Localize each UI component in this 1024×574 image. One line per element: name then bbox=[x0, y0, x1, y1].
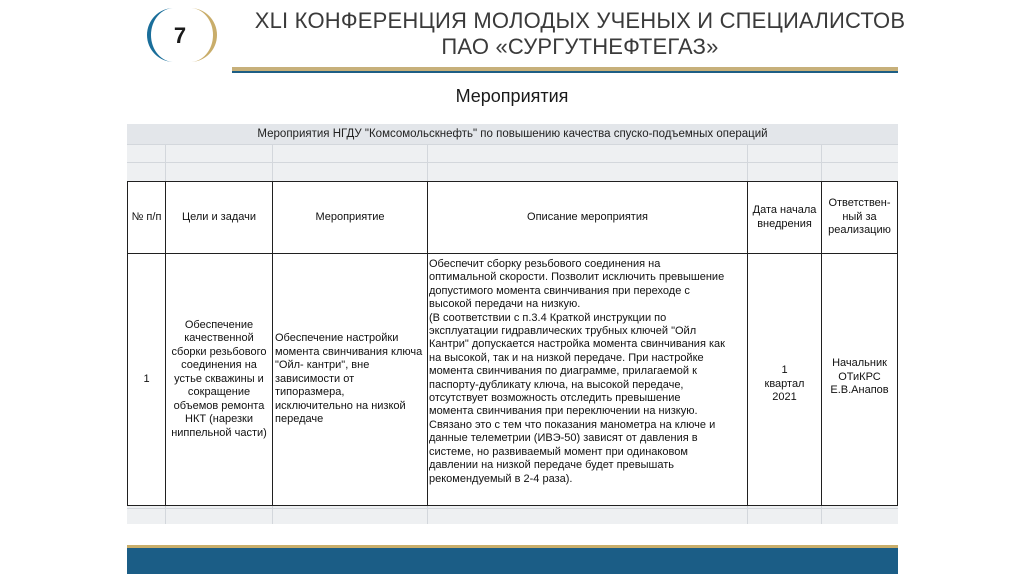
row-goal: Обеспечение качественной сборки резьбового соединения на устье скважины и сокращение объемов ремонта НКТ (нарезки ниппельной части) bbox=[171, 318, 267, 439]
row-measure-text: Обеспечение настройки момента свинчивания ключа "Ойл- кантри", вне зависимости от типоразмера, исключительно на низкой передаче bbox=[275, 332, 423, 426]
row-responsible: Начальник ОТиКРС Е.В.Анапов bbox=[830, 357, 889, 396]
description-line: оптимальной скорости. Позволит исключить превышение bbox=[429, 271, 725, 284]
column-header-goals: Цели и задачи bbox=[181, 210, 257, 223]
row-start-date: 1 квартал 2021 bbox=[764, 364, 805, 403]
description-line: данные телеметрии (ИВЭ-50) зависят от давления в bbox=[429, 432, 698, 445]
table-border bbox=[897, 181, 898, 506]
conference-title bbox=[250, 8, 910, 60]
description-line: давлении на низкой передаче будет превышать bbox=[429, 459, 674, 472]
footer-bar bbox=[127, 548, 898, 574]
column-header-start-date: Дата начала внедрения bbox=[752, 204, 817, 230]
description-line: рекомендуемый в 2-4 раза). bbox=[429, 472, 573, 485]
column-header-measure: Мероприятие bbox=[315, 210, 385, 223]
description-line: Обеспечит сборку резьбового соединения на bbox=[429, 258, 661, 270]
slide-title: Мероприятия bbox=[455, 86, 569, 106]
gridline bbox=[127, 162, 898, 163]
description-line: допустимого момента свинчивания при переходе с bbox=[429, 284, 690, 297]
row-number: 1 bbox=[143, 372, 150, 385]
spreadsheet-caption: Мероприятия НГДУ "Комсомольскнефть" по повышению качества спуско-подъемных операций bbox=[257, 128, 768, 140]
description-line: (В соответствии с п.3.4 Краткой инструкции по bbox=[429, 311, 667, 324]
description-line: Связано это с тем что показания манометра на ключе и bbox=[429, 418, 716, 431]
description-line: отсутствует возможность отследить превышение bbox=[429, 392, 681, 405]
description-line: момента свинчивания по диаграмме, прилагаемой к bbox=[429, 365, 697, 378]
row-description bbox=[429, 258, 746, 503]
description-line: Кантри" допускается настройка момента свинчивания как bbox=[429, 338, 725, 351]
conference-title-line-1: XLI КОНФЕРЕНЦИЯ МОЛОДЫХ УЧЕНЫХ И СПЕЦИАЛИСТОВ bbox=[254, 8, 906, 33]
table-border bbox=[127, 505, 898, 506]
column-header-number: № п/п bbox=[131, 210, 162, 223]
row-measure bbox=[273, 254, 427, 505]
description-line: системе, но развиваемый момент при одинаковом bbox=[429, 445, 688, 458]
description-line: высокой передачи на низкую. bbox=[429, 298, 581, 311]
description-line: паспорту-дубликату ключа, на высокой передаче, bbox=[429, 378, 684, 391]
logo-number: 7 bbox=[173, 23, 187, 48]
description-line: момента свинчивания при переключении на низкую. bbox=[429, 405, 698, 418]
header-divider-blue bbox=[232, 71, 898, 73]
description-line: эксплуатации гидравлических трубных ключей "Ойл bbox=[429, 325, 697, 338]
gridline bbox=[127, 508, 898, 509]
conference-title-line-2: ПАО «СУРГУТНЕФТЕГАЗ» bbox=[441, 34, 719, 59]
column-header-description: Описание мероприятия bbox=[527, 210, 648, 223]
column-header-responsible: Ответствен-ный за реализацию bbox=[828, 197, 891, 237]
measures-table bbox=[127, 181, 898, 506]
description-line: на высокой, так и на низкой передаче. При настройке bbox=[429, 351, 704, 364]
gridline bbox=[127, 144, 898, 145]
conference-logo bbox=[140, 5, 224, 65]
